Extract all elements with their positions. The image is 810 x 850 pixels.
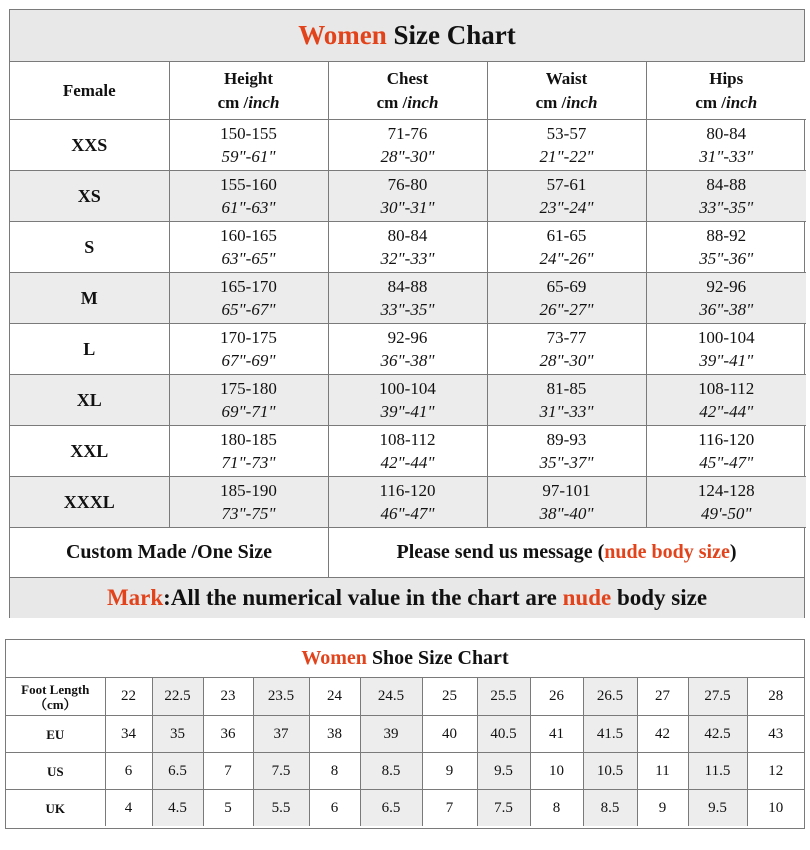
custom-size-label: Custom Made /One Size bbox=[10, 528, 329, 577]
measurement-cell bbox=[487, 477, 646, 528]
measurement-cell bbox=[646, 375, 806, 426]
cm-value: 89-93 bbox=[546, 430, 587, 449]
cm-value: 61-65 bbox=[546, 226, 587, 245]
cm-value: 84-88 bbox=[706, 175, 747, 194]
cm-value: 108-112 bbox=[698, 379, 755, 398]
shoe-size-cell: 12 bbox=[747, 753, 804, 790]
measurement-cell bbox=[646, 120, 806, 171]
inch-value: 23"-24" bbox=[539, 198, 594, 217]
shoe-size-cell: 6 bbox=[105, 753, 152, 790]
size-table-header-row bbox=[10, 62, 806, 120]
shoe-size-cell: 40.5 bbox=[477, 716, 530, 753]
inch-value: 36"-38" bbox=[699, 300, 754, 319]
measurement-cell bbox=[169, 120, 328, 171]
shoe-title-rest: Shoe Size Chart bbox=[366, 647, 509, 669]
cm-value: 53-57 bbox=[546, 124, 587, 143]
shoe-size-cell: 8.5 bbox=[360, 753, 422, 790]
cm-value: 80-84 bbox=[706, 124, 747, 143]
cm-value: 116-120 bbox=[379, 481, 436, 500]
shoe-size-cell: 23 bbox=[203, 678, 253, 716]
women-size-chart bbox=[9, 9, 805, 618]
header-label: Hips bbox=[709, 68, 744, 88]
header-label: Waist bbox=[545, 68, 588, 88]
measurement-cell bbox=[328, 426, 487, 477]
shoe-size-cell: 38 bbox=[309, 716, 360, 753]
shoe-size-cell: 25 bbox=[422, 678, 477, 716]
shoe-size-cell: 24 bbox=[309, 678, 360, 716]
mark-text: :All the numerical value in the chart are bbox=[163, 585, 563, 610]
custom-size-message bbox=[329, 528, 804, 577]
measurement-cell bbox=[169, 222, 328, 273]
shoe-size-cell: 7 bbox=[203, 753, 253, 790]
cm-value: 84-88 bbox=[387, 277, 428, 296]
shoe-size-cell: 10 bbox=[530, 753, 583, 790]
size-label: L bbox=[10, 324, 169, 375]
inch-value: 59"-61" bbox=[221, 147, 276, 166]
inch-value: 42"-44" bbox=[699, 402, 754, 421]
shoe-size-cell: 5.5 bbox=[253, 790, 309, 827]
inch-value: 32"-33" bbox=[380, 249, 435, 268]
inch-value: 45"-47" bbox=[699, 453, 754, 472]
inch-value: 28"-30" bbox=[539, 351, 594, 370]
inch-value: 39"-41" bbox=[380, 402, 435, 421]
women-shoe-size-chart bbox=[5, 639, 805, 829]
shoe-size-cell: 6 bbox=[309, 790, 360, 827]
cm-value: 165-170 bbox=[220, 277, 277, 296]
measurement-cell bbox=[169, 477, 328, 528]
cm-value: 92-96 bbox=[706, 277, 747, 296]
size-chart-title bbox=[10, 10, 804, 62]
shoe-size-cell: 22.5 bbox=[152, 678, 203, 716]
shoe-size-cell: 9.5 bbox=[688, 790, 747, 827]
inch-value: 24"-26" bbox=[539, 249, 594, 268]
shoe-size-cell: 8 bbox=[309, 753, 360, 790]
inch-value: 31"-33" bbox=[699, 147, 754, 166]
shoe-size-cell: 6.5 bbox=[360, 790, 422, 827]
table-row bbox=[6, 678, 804, 716]
measurement-cell bbox=[169, 171, 328, 222]
shoe-size-cell: 23.5 bbox=[253, 678, 309, 716]
cm-value: 180-185 bbox=[220, 430, 277, 449]
mark-note bbox=[10, 577, 804, 618]
shoe-size-cell: 4.5 bbox=[152, 790, 203, 827]
table-row bbox=[10, 273, 806, 324]
shoe-size-cell: 11.5 bbox=[688, 753, 747, 790]
header-unit bbox=[170, 91, 328, 115]
cm-value: 170-175 bbox=[220, 328, 277, 347]
shoe-size-cell: 7.5 bbox=[477, 790, 530, 827]
size-label: XXL bbox=[10, 426, 169, 477]
inch-value: 31"-33" bbox=[539, 402, 594, 421]
measurement-cell bbox=[487, 273, 646, 324]
measurement-cell bbox=[646, 324, 806, 375]
size-label: XS bbox=[10, 171, 169, 222]
mark-end: body size bbox=[611, 585, 708, 610]
shoe-size-cell: 7 bbox=[422, 790, 477, 827]
unit-inch: inch bbox=[407, 92, 439, 112]
cm-value: 175-180 bbox=[220, 379, 277, 398]
cm-value: 71-76 bbox=[387, 124, 428, 143]
table-row bbox=[10, 375, 806, 426]
measurement-cell bbox=[169, 375, 328, 426]
shoe-size-cell: 8 bbox=[530, 790, 583, 827]
size-chart-title-accent: Women bbox=[298, 20, 387, 50]
measurement-cell bbox=[328, 477, 487, 528]
measurement-cell bbox=[328, 273, 487, 324]
cm-value: 100-104 bbox=[697, 328, 755, 347]
shoe-size-cell: 24.5 bbox=[360, 678, 422, 716]
shoe-size-cell: 5 bbox=[203, 790, 253, 827]
shoe-size-cell: 8.5 bbox=[583, 790, 637, 827]
header-4 bbox=[646, 62, 806, 120]
cm-value: 92-96 bbox=[387, 328, 428, 347]
size-label: XL bbox=[10, 375, 169, 426]
shoe-size-cell: 39 bbox=[360, 716, 422, 753]
inch-value: 65"-67" bbox=[221, 300, 276, 319]
header-label: Height bbox=[223, 68, 274, 88]
inch-value: 73"-75" bbox=[221, 504, 276, 523]
header-3 bbox=[487, 62, 646, 120]
shoe-size-cell: 42 bbox=[637, 716, 688, 753]
cm-value: 150-155 bbox=[220, 124, 277, 143]
inch-value: 69"-71" bbox=[221, 402, 276, 421]
shoe-size-cell: 22 bbox=[105, 678, 152, 716]
shoe-title-accent: Women bbox=[301, 647, 367, 669]
unit-inch: inch bbox=[726, 92, 758, 112]
unit-inch: inch bbox=[248, 92, 280, 112]
shoe-size-cell: 35 bbox=[152, 716, 203, 753]
header-0 bbox=[10, 62, 169, 120]
table-row bbox=[10, 426, 806, 477]
cm-value: 160-165 bbox=[220, 226, 277, 245]
header-unit bbox=[647, 91, 807, 115]
table-row bbox=[10, 120, 806, 171]
header-unit bbox=[488, 91, 646, 115]
shoe-size-cell: 28 bbox=[747, 678, 804, 716]
shoe-size-cell: 10 bbox=[747, 790, 804, 827]
measurement-cell bbox=[487, 171, 646, 222]
message-text: Please send us message ( bbox=[396, 541, 605, 563]
measurement-cell bbox=[487, 324, 646, 375]
measurement-cell bbox=[328, 120, 487, 171]
measurement-cell bbox=[487, 120, 646, 171]
shoe-row-label bbox=[6, 678, 105, 716]
shoe-size-cell: 10.5 bbox=[583, 753, 637, 790]
shoe-size-cell: 7.5 bbox=[253, 753, 309, 790]
header-label: Female bbox=[62, 80, 116, 100]
table-row bbox=[10, 477, 806, 528]
inch-value: 35"-36" bbox=[699, 249, 754, 268]
shoe-table bbox=[6, 678, 804, 826]
measurement-cell bbox=[646, 273, 806, 324]
inch-value: 36"-38" bbox=[380, 351, 435, 370]
measurement-cell bbox=[487, 222, 646, 273]
cm-value: 65-69 bbox=[546, 277, 587, 296]
cm-value: 185-190 bbox=[220, 481, 277, 500]
shoe-size-cell: 26.5 bbox=[583, 678, 637, 716]
shoe-row-label bbox=[6, 753, 105, 790]
message-accent: nude body size bbox=[604, 541, 730, 563]
row-sublabel: （cm） bbox=[33, 696, 77, 712]
shoe-size-cell: 36 bbox=[203, 716, 253, 753]
table-row bbox=[10, 222, 806, 273]
inch-value: 33"-35" bbox=[699, 198, 754, 217]
message-close: ) bbox=[729, 541, 737, 563]
table-row bbox=[6, 753, 804, 790]
cm-value: 73-77 bbox=[546, 328, 587, 347]
shoe-row-label bbox=[6, 716, 105, 753]
shoe-size-cell: 9 bbox=[422, 753, 477, 790]
inch-value: 30"-31" bbox=[380, 198, 435, 217]
inch-value: 61"-63" bbox=[221, 198, 276, 217]
inch-value: 49'-50" bbox=[701, 504, 752, 523]
shoe-size-cell: 27.5 bbox=[688, 678, 747, 716]
inch-value: 33"-35" bbox=[380, 300, 435, 319]
shoe-size-cell: 42.5 bbox=[688, 716, 747, 753]
inch-value: 39"-41" bbox=[699, 351, 754, 370]
shoe-size-cell: 11 bbox=[637, 753, 688, 790]
inch-value: 63"-65" bbox=[221, 249, 276, 268]
header-label: Chest bbox=[386, 68, 429, 88]
measurement-cell bbox=[328, 324, 487, 375]
measurement-cell bbox=[646, 477, 806, 528]
shoe-size-cell: 25.5 bbox=[477, 678, 530, 716]
size-label: M bbox=[10, 273, 169, 324]
size-table bbox=[10, 62, 806, 528]
row-label-text: US bbox=[46, 763, 64, 779]
unit-cm: cm / bbox=[695, 92, 726, 112]
measurement-cell bbox=[487, 426, 646, 477]
cm-value: 116-120 bbox=[698, 430, 755, 449]
unit-cm: cm / bbox=[535, 92, 567, 112]
inch-value: 21"-22" bbox=[539, 147, 594, 166]
table-row bbox=[6, 716, 804, 753]
measurement-cell bbox=[487, 375, 646, 426]
inch-value: 46"-47" bbox=[380, 504, 435, 523]
size-label: S bbox=[10, 222, 169, 273]
shoe-size-cell: 9.5 bbox=[477, 753, 530, 790]
measurement-cell bbox=[646, 426, 806, 477]
cm-value: 100-104 bbox=[379, 379, 436, 398]
cm-value: 108-112 bbox=[379, 430, 436, 449]
unit-cm: cm / bbox=[376, 92, 408, 112]
shoe-size-cell: 37 bbox=[253, 716, 309, 753]
header-unit bbox=[329, 91, 487, 115]
size-label: XXS bbox=[10, 120, 169, 171]
mark-nude: nude bbox=[562, 585, 612, 610]
shoe-size-cell: 27 bbox=[637, 678, 688, 716]
table-row bbox=[10, 171, 806, 222]
inch-value: 42"-44" bbox=[380, 453, 435, 472]
table-row bbox=[6, 790, 804, 827]
table-row bbox=[10, 324, 806, 375]
shoe-size-cell: 41.5 bbox=[583, 716, 637, 753]
cm-value: 81-85 bbox=[546, 379, 587, 398]
header-1 bbox=[169, 62, 328, 120]
header-2 bbox=[328, 62, 487, 120]
cm-value: 80-84 bbox=[387, 226, 428, 245]
cm-value: 88-92 bbox=[706, 226, 747, 245]
inch-value: 35"-37" bbox=[539, 453, 594, 472]
shoe-chart-title bbox=[6, 640, 804, 678]
size-chart-title-rest: Size Chart bbox=[386, 20, 516, 50]
shoe-size-cell: 43 bbox=[747, 716, 804, 753]
inch-value: 67"-69" bbox=[221, 351, 276, 370]
measurement-cell bbox=[328, 171, 487, 222]
measurement-cell bbox=[328, 375, 487, 426]
measurement-cell bbox=[646, 222, 806, 273]
measurement-cell bbox=[169, 273, 328, 324]
unit-cm: cm / bbox=[217, 92, 249, 112]
inch-value: 38"-40" bbox=[539, 504, 594, 523]
measurement-cell bbox=[169, 426, 328, 477]
inch-value: 28"-30" bbox=[380, 147, 435, 166]
measurement-cell bbox=[328, 222, 487, 273]
unit-inch: inch bbox=[566, 92, 598, 112]
shoe-size-cell: 41 bbox=[530, 716, 583, 753]
custom-size-row bbox=[10, 527, 804, 577]
row-label-text: Foot Length bbox=[21, 681, 90, 697]
shoe-row-label bbox=[6, 790, 105, 827]
cm-value: 97-101 bbox=[542, 481, 591, 500]
shoe-size-cell: 9 bbox=[637, 790, 688, 827]
measurement-cell bbox=[646, 171, 806, 222]
inch-value: 71"-73" bbox=[221, 453, 276, 472]
size-label: XXXL bbox=[10, 477, 169, 528]
row-label-text: EU bbox=[46, 726, 65, 742]
mark-label: Mark bbox=[106, 585, 164, 610]
cm-value: 124-128 bbox=[697, 481, 755, 500]
shoe-size-cell: 6.5 bbox=[152, 753, 203, 790]
shoe-size-cell: 4 bbox=[105, 790, 152, 827]
cm-value: 57-61 bbox=[546, 175, 587, 194]
inch-value: 26"-27" bbox=[539, 300, 594, 319]
shoe-size-cell: 34 bbox=[105, 716, 152, 753]
measurement-cell bbox=[169, 324, 328, 375]
shoe-size-cell: 26 bbox=[530, 678, 583, 716]
cm-value: 155-160 bbox=[220, 175, 277, 194]
shoe-size-cell: 40 bbox=[422, 716, 477, 753]
row-label-text: UK bbox=[45, 800, 65, 816]
cm-value: 76-80 bbox=[387, 175, 428, 194]
